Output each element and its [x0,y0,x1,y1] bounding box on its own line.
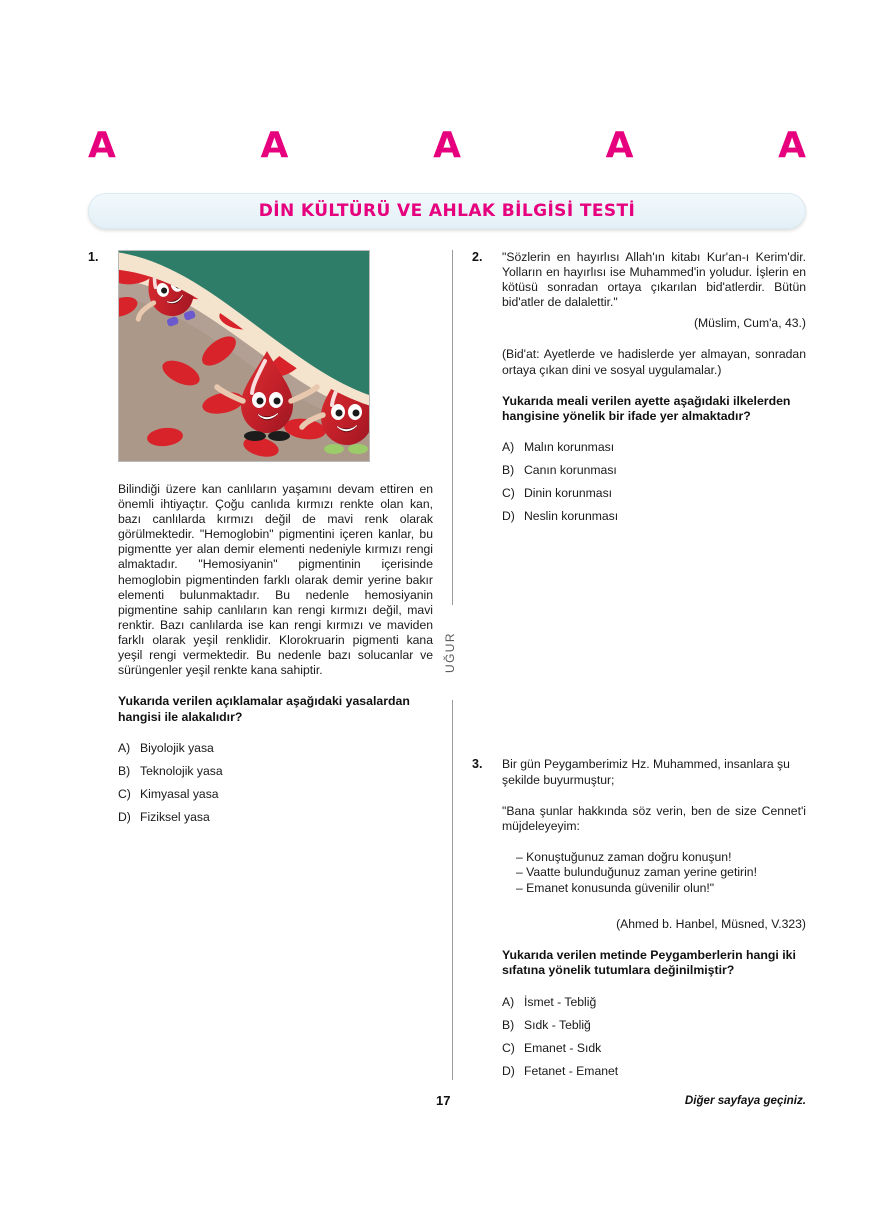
option-c[interactable] [502,1041,806,1056]
question-2-ask: Yukarıda meali verilen ayette aşağıdaki ilkelerden hangisine yönelik bir ifade yer almaktadır? [502,393,791,424]
booklet-letter: A [88,125,116,166]
option-b-letter: B) [502,463,515,478]
page-number: 17 [436,1093,451,1108]
question-3-intro: Bir gün Peygamberimiz Hz. Muhammed, insanlara şu şekilde buyurmuştur; [502,757,790,787]
booklet-letter: A [778,125,806,166]
booklet-letter: A [260,125,289,166]
option-c-letter: C) [502,1040,515,1055]
divider-line-bottom [452,700,453,1080]
option-c-text: Emanet - Sıdk [524,1040,602,1055]
option-d-letter: D) [118,810,131,825]
blood-vessel-illustration [118,250,370,462]
question-2-body [502,250,806,524]
option-a-letter: A) [502,440,515,455]
question-1-options [118,741,433,825]
option-b[interactable] [502,1018,806,1033]
option-a[interactable] [502,995,806,1010]
question-2-citation: (Müslim, Cum'a, 43.) [693,316,806,331]
option-d-text: Neslin korunması [524,509,619,524]
question-3-options [502,995,806,1079]
question-3-number: 3. [472,757,483,772]
bullet-item: – Emanet konusunda güvenilir olun!" [516,881,715,896]
option-b[interactable] [118,764,433,779]
booklet-letter: A [433,125,461,166]
question-1-passage: Bilindiği üzere kan canlıların yaşamını devam ettiren en önemli ihtiyaçtır. Çoğu canlıda kırmızı renkte olan kan, bazı canlılarda kırmızı değil de mavi renk olarak görülmektedir. "Hemoglobin" pigmentini içeren kanlar, bu pigmentte yer alan demir elementi nedeniyle kırmızı rengi almaktadır. "Hemosiyanin" pigmentinin içerisinde hemoglobin pigmentinden farklı olarak demir yerine bakır elementi bulunmaktadır. Bu nedenle hemosiyanin pigmentine sahip canlıların kan rengi kırmızı değil, mavi renktir. Bazı canlılarda ise kan rengi kırmızı ve maviden farklı olarak yeşil renklidir. Klorokruarin pigmenti kana yeşil rengi vermektedir. Bu nedenle bazı solucanlar ve sürüngenler yeşil renkte kana sahiptir. [118,482,433,678]
option-a-text: İsmet - Tebliğ [524,994,597,1009]
option-a-letter: A) [502,994,515,1009]
question-2-quote: "Sözlerin en hayırlısı Allah'ın kitabı Kur'an-ı Kerim'dir. Yolların en hayırlısı ise Muhammed'in yoludur. İşlerin en kötüsü sonradan ortaya çıkarılan bid'atlerdir. Bütün bid'atler de dalalettir." [502,250,806,310]
option-b-text: Canın korunması [524,463,617,478]
question-3-body [502,757,806,1078]
question-3-bullets [502,850,806,897]
option-d[interactable] [502,509,806,524]
option-d-letter: D) [502,509,515,524]
option-c-letter: C) [502,486,515,501]
question-2 [472,250,806,524]
question-3 [472,757,806,1078]
question-3-citation: (Ahmed b. Hanbel, Müsned, V.323) [616,916,806,931]
option-c[interactable] [118,787,433,802]
question-2-options [502,440,806,524]
option-d-text: Fetanet - Emanet [524,1063,619,1078]
left-column [88,250,433,833]
brand-vertical-label: UĞUR [443,632,457,674]
test-title: DİN KÜLTÜRÜ VE AHLAK BİLGİSİ TESTİ [258,201,636,221]
bullet-item: – Konuştuğunuz zaman doğru konuşun! [516,849,732,864]
question-3-ask: Yukarıda verilen metinde Peygamberlerin hangi iki sıfatına yönelik tutumlara değinilmiştir? [502,947,796,978]
option-b-text: Teknolojik yasa [140,764,223,779]
option-a-text: Malın korunması [524,440,615,455]
booklet-letter: A [605,125,634,166]
option-d[interactable] [502,1064,806,1079]
footer-note: Diğer sayfaya geçiniz. [684,1094,806,1107]
option-d-text: Fiziksel yasa [140,810,210,825]
right-column [472,250,806,1087]
question-2-note: (Bid'at: Ayetlerde ve hadislerde yer almayan, sonradan ortaya çıkan dini ve sosyal uygulamalar.) [502,347,806,377]
option-d[interactable] [118,810,433,825]
test-title-banner [88,193,806,229]
option-a-letter: A) [118,741,131,756]
option-a[interactable] [118,741,433,756]
option-b-text: Sıdk - Tebliğ [524,1017,591,1032]
option-b-letter: B) [502,1017,515,1032]
option-c-letter: C) [118,787,131,802]
option-c-text: Kimyasal yasa [140,787,219,802]
option-d-letter: D) [502,1063,515,1078]
option-a[interactable] [502,440,806,455]
option-a-text: Biyolojik yasa [140,741,214,756]
booklet-letter-row [88,124,806,168]
bullet-item: – Vaatte bulunduğunuz zaman yerine getirin! [516,865,757,880]
question-1-body [118,482,433,825]
question-1-number: 1. [88,250,99,264]
option-b[interactable] [502,463,806,478]
divider-line-top [452,250,453,605]
question-2-number: 2. [472,250,483,264]
option-b-letter: B) [118,764,131,779]
question-3-quote: "Bana şunlar hakkında söz verin, ben de size Cennet'i müjdeleyeyim: [502,803,806,833]
option-c-text: Dinin korunması [524,486,613,501]
question-1-ask: Yukarıda verilen açıklamalar aşağıdaki yasalardan hangisi ile alakalıdır? [118,694,410,724]
question-1 [88,250,433,825]
option-c[interactable] [502,486,806,501]
column-divider [443,250,457,1080]
page-footer [88,1093,806,1113]
